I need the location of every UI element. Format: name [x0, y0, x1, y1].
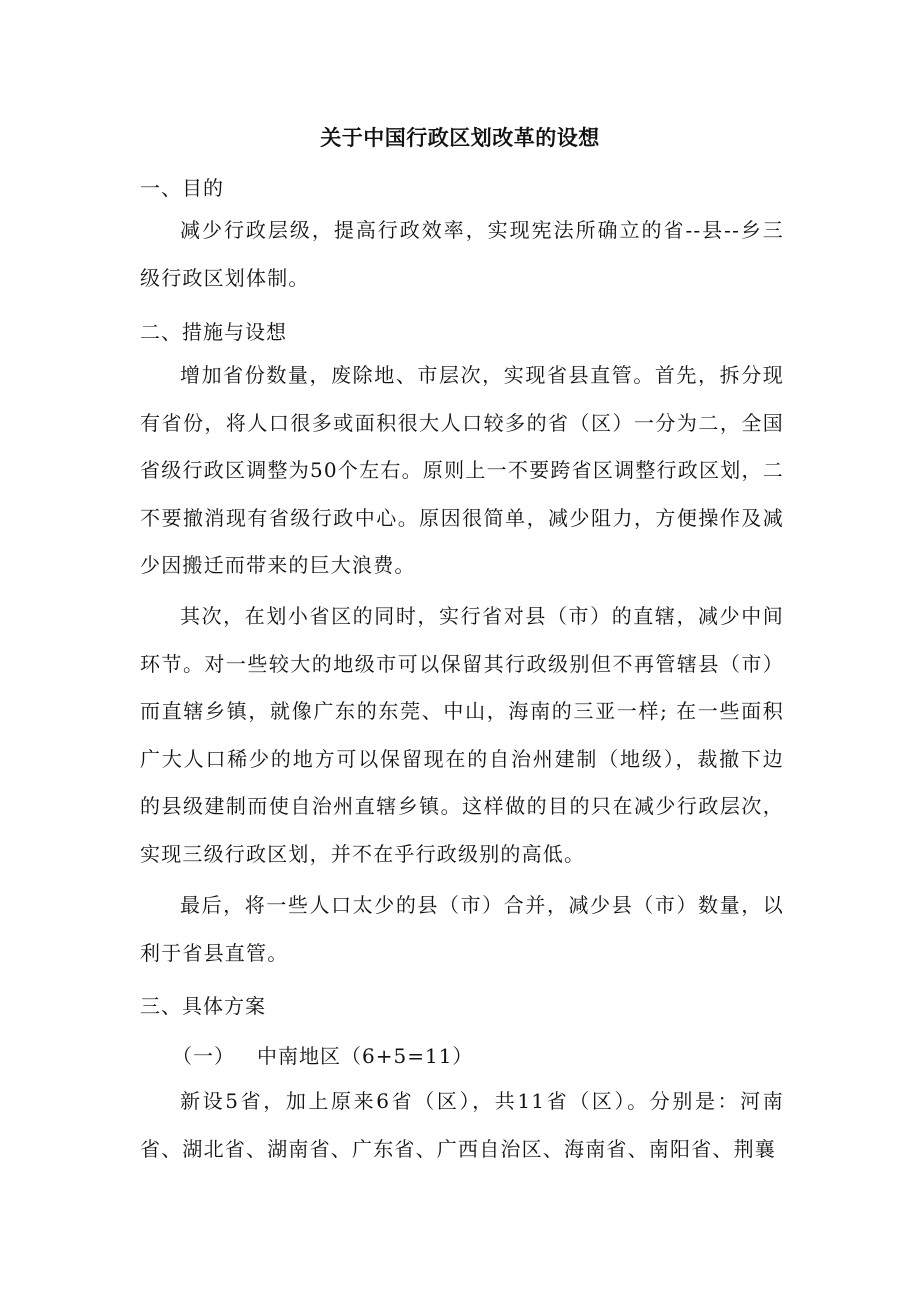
- paragraph-plan-1: 新设5省，加上原来6省（区），共11省（区）。分别是：河南省、湖北省、湖南省、广东省、广西自治区、海南省、南阳省、荆襄: [140, 1089, 784, 1161]
- paragraph-measures-3: 最后，将一些人口太少的县（市）合并，减少县（市）数量，以利于省县直管。: [140, 893, 784, 965]
- paragraph-purpose: 减少行政层级，提高行政效率，实现宪法所确立的省--县--乡三级行政区划体制。: [140, 218, 784, 290]
- subsection-title: 中南地区（6+5=11）: [257, 1044, 474, 1068]
- section-heading-measures: 二、措施与设想: [140, 320, 287, 344]
- section-heading-purpose: 一、目的: [140, 176, 224, 200]
- subsection-number: （一）: [172, 1044, 235, 1068]
- section-heading-plan: 三、具体方案: [140, 994, 266, 1018]
- paragraph-measures-1: 增加省份数量，废除地、市层次，实现省县直管。首先，拆分现有省份，将人口很多或面积很大人口较多的省（区）一分为二，全国省级行政区调整为50个左右。原则上一不要跨省区调整行政区划，二不要撤消现有省级行政中心。原因很简单，减少阻力，方便操作及减少因搬迁而带来的巨大浪费。: [140, 363, 784, 577]
- paragraph-measures-2: 其次，在划小省区的同时，实行省对县（市）的直辖，减少中间环节。对一些较大的地级市可以保留其行政级别但不再管辖县（市）而直辖乡镇，就像广东的东莞、中山，海南的三亚一样; 在一些面积广大人口稀少的地方可以保留现在的自治州建制（地级），裁撤下边的县级建制而使自治州直辖乡镇。这样做的目的只在减少行政层次，实现三级行政区划，并不在乎行政级别的高低。: [140, 604, 784, 866]
- page-title: 关于中国行政区划改革的设想: [320, 126, 600, 150]
- subsection-heading-central-south: [172, 1040, 473, 1069]
